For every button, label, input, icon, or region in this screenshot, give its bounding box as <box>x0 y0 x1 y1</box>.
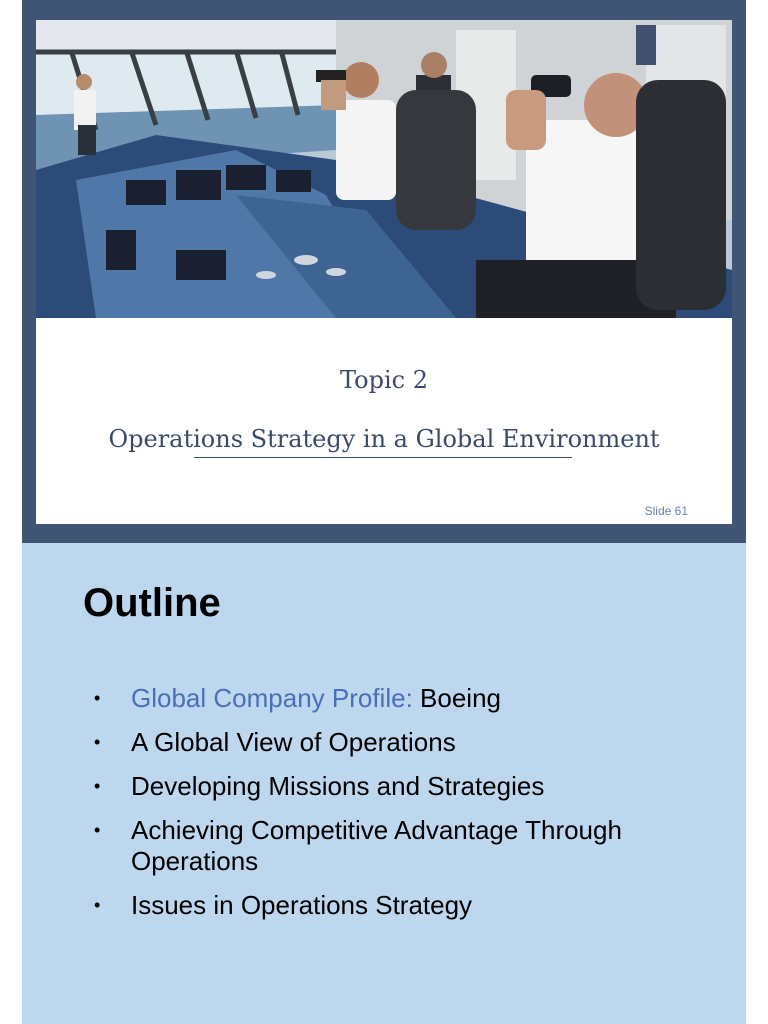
list-item <box>94 727 684 758</box>
list-item-text: Developing Missions and Strategies <box>131 771 545 801</box>
list-item-text: A Global View of Operations <box>131 727 456 757</box>
slide-subtitle: Operations Strategy in a Global Environment <box>108 425 660 453</box>
list-item-text: Issues in Operations Strategy <box>131 890 473 920</box>
subtitle-underline <box>194 457 572 458</box>
company-profile-name: Boeing <box>420 683 502 713</box>
list-item <box>94 815 684 877</box>
list-item <box>94 890 684 921</box>
bullet-icon: • <box>94 688 101 708</box>
list-item <box>94 683 684 714</box>
bullet-icon: • <box>94 732 101 752</box>
list-item-text: Achieving Competitive Advantage Through Operations <box>131 815 622 876</box>
outline-slide <box>22 543 746 1024</box>
outline-heading: Outline <box>83 581 221 625</box>
bullet-icon: • <box>94 776 101 796</box>
title-slide <box>22 0 746 543</box>
bullet-icon: • <box>94 820 101 840</box>
company-profile-label: Global Company Profile: <box>131 683 413 713</box>
bullet-icon: • <box>94 895 101 915</box>
title-slide-content <box>36 20 732 524</box>
slide-number: Slide 61 <box>644 504 688 518</box>
topic-label: Topic 2 <box>340 366 428 394</box>
outline-list <box>94 683 684 934</box>
bridge-photo <box>36 20 732 318</box>
list-item <box>94 771 684 802</box>
